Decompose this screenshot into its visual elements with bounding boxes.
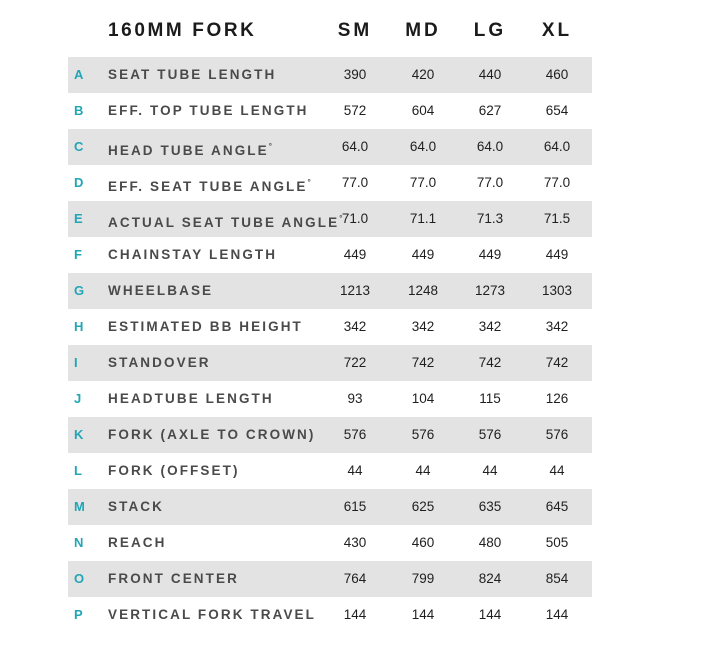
value-cell-sm: 390 <box>343 67 367 82</box>
table-row <box>68 525 592 561</box>
value-cell-xl: 654 <box>545 103 569 118</box>
value-cell-md: 104 <box>411 391 435 406</box>
value-cell-md: 799 <box>411 571 435 586</box>
row-label-text: EFF. SEAT TUBE ANGLE <box>108 179 308 194</box>
value-cell-xl: 126 <box>545 391 569 406</box>
value-cell-md: 1248 <box>407 283 439 298</box>
value-cell-xl: 342 <box>545 319 569 334</box>
row-label <box>108 273 213 309</box>
row-label <box>108 525 167 561</box>
value-cell-md: 144 <box>411 607 435 622</box>
row-label-text: STANDOVER <box>108 355 211 370</box>
value-cell-lg: 635 <box>478 499 502 514</box>
value-cell-sm: 342 <box>343 319 367 334</box>
row-label <box>108 453 240 489</box>
value-cell-lg: 115 <box>479 391 501 406</box>
value-cell-sm: 93 <box>347 391 363 406</box>
row-letter: D <box>74 175 84 190</box>
row-label-text: SEAT TUBE LENGTH <box>108 67 277 82</box>
row-label-text: STACK <box>108 499 164 514</box>
value-cell-xl: 854 <box>545 571 569 586</box>
row-letter: J <box>74 391 82 406</box>
degree-symbol: ° <box>268 142 272 151</box>
value-cell-xl: 77.0 <box>543 175 571 190</box>
value-cell-xl: 64.0 <box>543 139 571 154</box>
row-label-text: HEAD TUBE ANGLE <box>108 143 269 158</box>
row-label <box>108 417 316 453</box>
row-letter: H <box>74 319 84 334</box>
value-cell-xl: 742 <box>545 355 569 370</box>
value-cell-lg: 342 <box>478 319 502 334</box>
row-label <box>108 597 316 633</box>
row-label-text: FRONT CENTER <box>108 571 239 586</box>
value-cell-sm: 449 <box>343 247 367 262</box>
value-cell-xl: 144 <box>545 607 569 622</box>
value-cell-md: 449 <box>411 247 435 262</box>
value-cell-md: 742 <box>411 355 435 370</box>
row-label <box>108 561 239 597</box>
row-letter: L <box>74 463 82 478</box>
value-cell-xl: 71.5 <box>543 211 571 226</box>
table-title: 160MM FORK <box>108 20 257 41</box>
row-label <box>108 129 272 169</box>
value-cell-lg: 44 <box>482 463 498 478</box>
row-label <box>108 345 211 381</box>
value-cell-sm: 64.0 <box>341 139 369 154</box>
value-cell-xl: 576 <box>545 427 569 442</box>
value-cell-lg: 576 <box>478 427 502 442</box>
row-label-text: ACTUAL SEAT TUBE ANGLE <box>108 215 340 230</box>
table-row <box>68 201 592 237</box>
row-label-text: EFF. TOP TUBE LENGTH <box>108 103 309 118</box>
row-label <box>108 57 276 93</box>
value-cell-sm: 1213 <box>339 283 371 298</box>
row-label-text: FORK (OFFSET) <box>108 463 240 478</box>
table-row <box>68 165 592 201</box>
table-row <box>68 309 592 345</box>
row-letter: K <box>74 427 84 442</box>
table-row <box>68 345 592 381</box>
row-label <box>108 165 311 205</box>
value-cell-lg: 480 <box>478 535 502 550</box>
value-cell-sm: 71.0 <box>341 211 369 226</box>
value-cell-lg: 144 <box>478 607 502 622</box>
row-label <box>108 489 164 525</box>
row-label <box>108 93 309 129</box>
degree-symbol: ° <box>307 178 311 187</box>
value-cell-lg: 71.3 <box>476 211 504 226</box>
value-cell-sm: 576 <box>343 427 367 442</box>
value-cell-lg: 742 <box>478 355 502 370</box>
value-cell-sm: 572 <box>343 103 367 118</box>
value-cell-md: 460 <box>411 535 435 550</box>
table-row <box>68 597 592 633</box>
row-label-text: VERTICAL FORK TRAVEL <box>108 607 317 622</box>
row-label <box>108 381 274 417</box>
row-letter: M <box>74 499 85 514</box>
table-row <box>68 453 592 489</box>
value-cell-md: 64.0 <box>409 139 437 154</box>
value-cell-lg: 1273 <box>474 283 506 298</box>
size-header-lg: LG <box>473 20 507 41</box>
geometry-table <box>68 15 592 633</box>
value-cell-lg: 77.0 <box>476 175 504 190</box>
value-cell-xl: 449 <box>545 247 569 262</box>
value-cell-md: 576 <box>411 427 435 442</box>
value-cell-xl: 44 <box>549 463 565 478</box>
table-row <box>68 93 592 129</box>
table-row <box>68 237 592 273</box>
value-cell-md: 625 <box>411 499 435 514</box>
value-cell-lg: 449 <box>478 247 502 262</box>
row-label-text: REACH <box>108 535 167 550</box>
row-letter: F <box>74 247 82 262</box>
row-label <box>108 237 277 273</box>
table-body <box>68 57 592 633</box>
table-row <box>68 417 592 453</box>
value-cell-md: 71.1 <box>409 211 437 226</box>
row-letter: I <box>74 355 78 370</box>
row-label <box>108 309 303 345</box>
table-row <box>68 381 592 417</box>
table-row <box>68 273 592 309</box>
value-cell-sm: 615 <box>343 499 367 514</box>
row-label-text: FORK (AXLE TO CROWN) <box>108 427 316 442</box>
value-cell-md: 420 <box>411 67 435 82</box>
table-row <box>68 129 592 165</box>
row-letter: A <box>74 67 84 82</box>
value-cell-lg: 824 <box>478 571 502 586</box>
value-cell-lg: 64.0 <box>476 139 504 154</box>
row-letter: B <box>74 103 84 118</box>
row-label-text: HEADTUBE LENGTH <box>108 391 274 406</box>
value-cell-md: 44 <box>415 463 431 478</box>
row-letter: E <box>74 211 83 226</box>
size-header-sm: SM <box>337 20 373 41</box>
size-header-md: MD <box>405 20 441 41</box>
table-row <box>68 489 592 525</box>
value-cell-xl: 1303 <box>541 283 573 298</box>
value-cell-sm: 430 <box>343 535 367 550</box>
value-cell-lg: 627 <box>478 103 502 118</box>
value-cell-md: 77.0 <box>409 175 437 190</box>
value-cell-lg: 440 <box>478 67 502 82</box>
row-label-text: ESTIMATED BB HEIGHT <box>108 319 303 334</box>
value-cell-md: 604 <box>411 103 435 118</box>
row-letter: P <box>74 607 83 622</box>
value-cell-md: 342 <box>411 319 435 334</box>
row-label <box>108 201 342 241</box>
row-letter: G <box>74 283 85 298</box>
table-row <box>68 561 592 597</box>
row-letter: N <box>74 535 84 550</box>
value-cell-sm: 144 <box>343 607 367 622</box>
value-cell-xl: 505 <box>545 535 569 550</box>
value-cell-sm: 764 <box>343 571 367 586</box>
value-cell-sm: 44 <box>347 463 363 478</box>
degree-symbol: ° <box>339 214 343 223</box>
value-cell-xl: 645 <box>545 499 569 514</box>
value-cell-sm: 722 <box>343 355 367 370</box>
row-letter: O <box>74 571 85 586</box>
table-row <box>68 57 592 93</box>
row-letter: C <box>74 139 84 154</box>
value-cell-sm: 77.0 <box>341 175 369 190</box>
row-label-text: WHEELBASE <box>108 283 214 298</box>
size-header-xl: XL <box>541 20 573 41</box>
table-header-row <box>68 15 592 57</box>
row-label-text: CHAINSTAY LENGTH <box>108 247 278 262</box>
value-cell-xl: 460 <box>545 67 569 82</box>
